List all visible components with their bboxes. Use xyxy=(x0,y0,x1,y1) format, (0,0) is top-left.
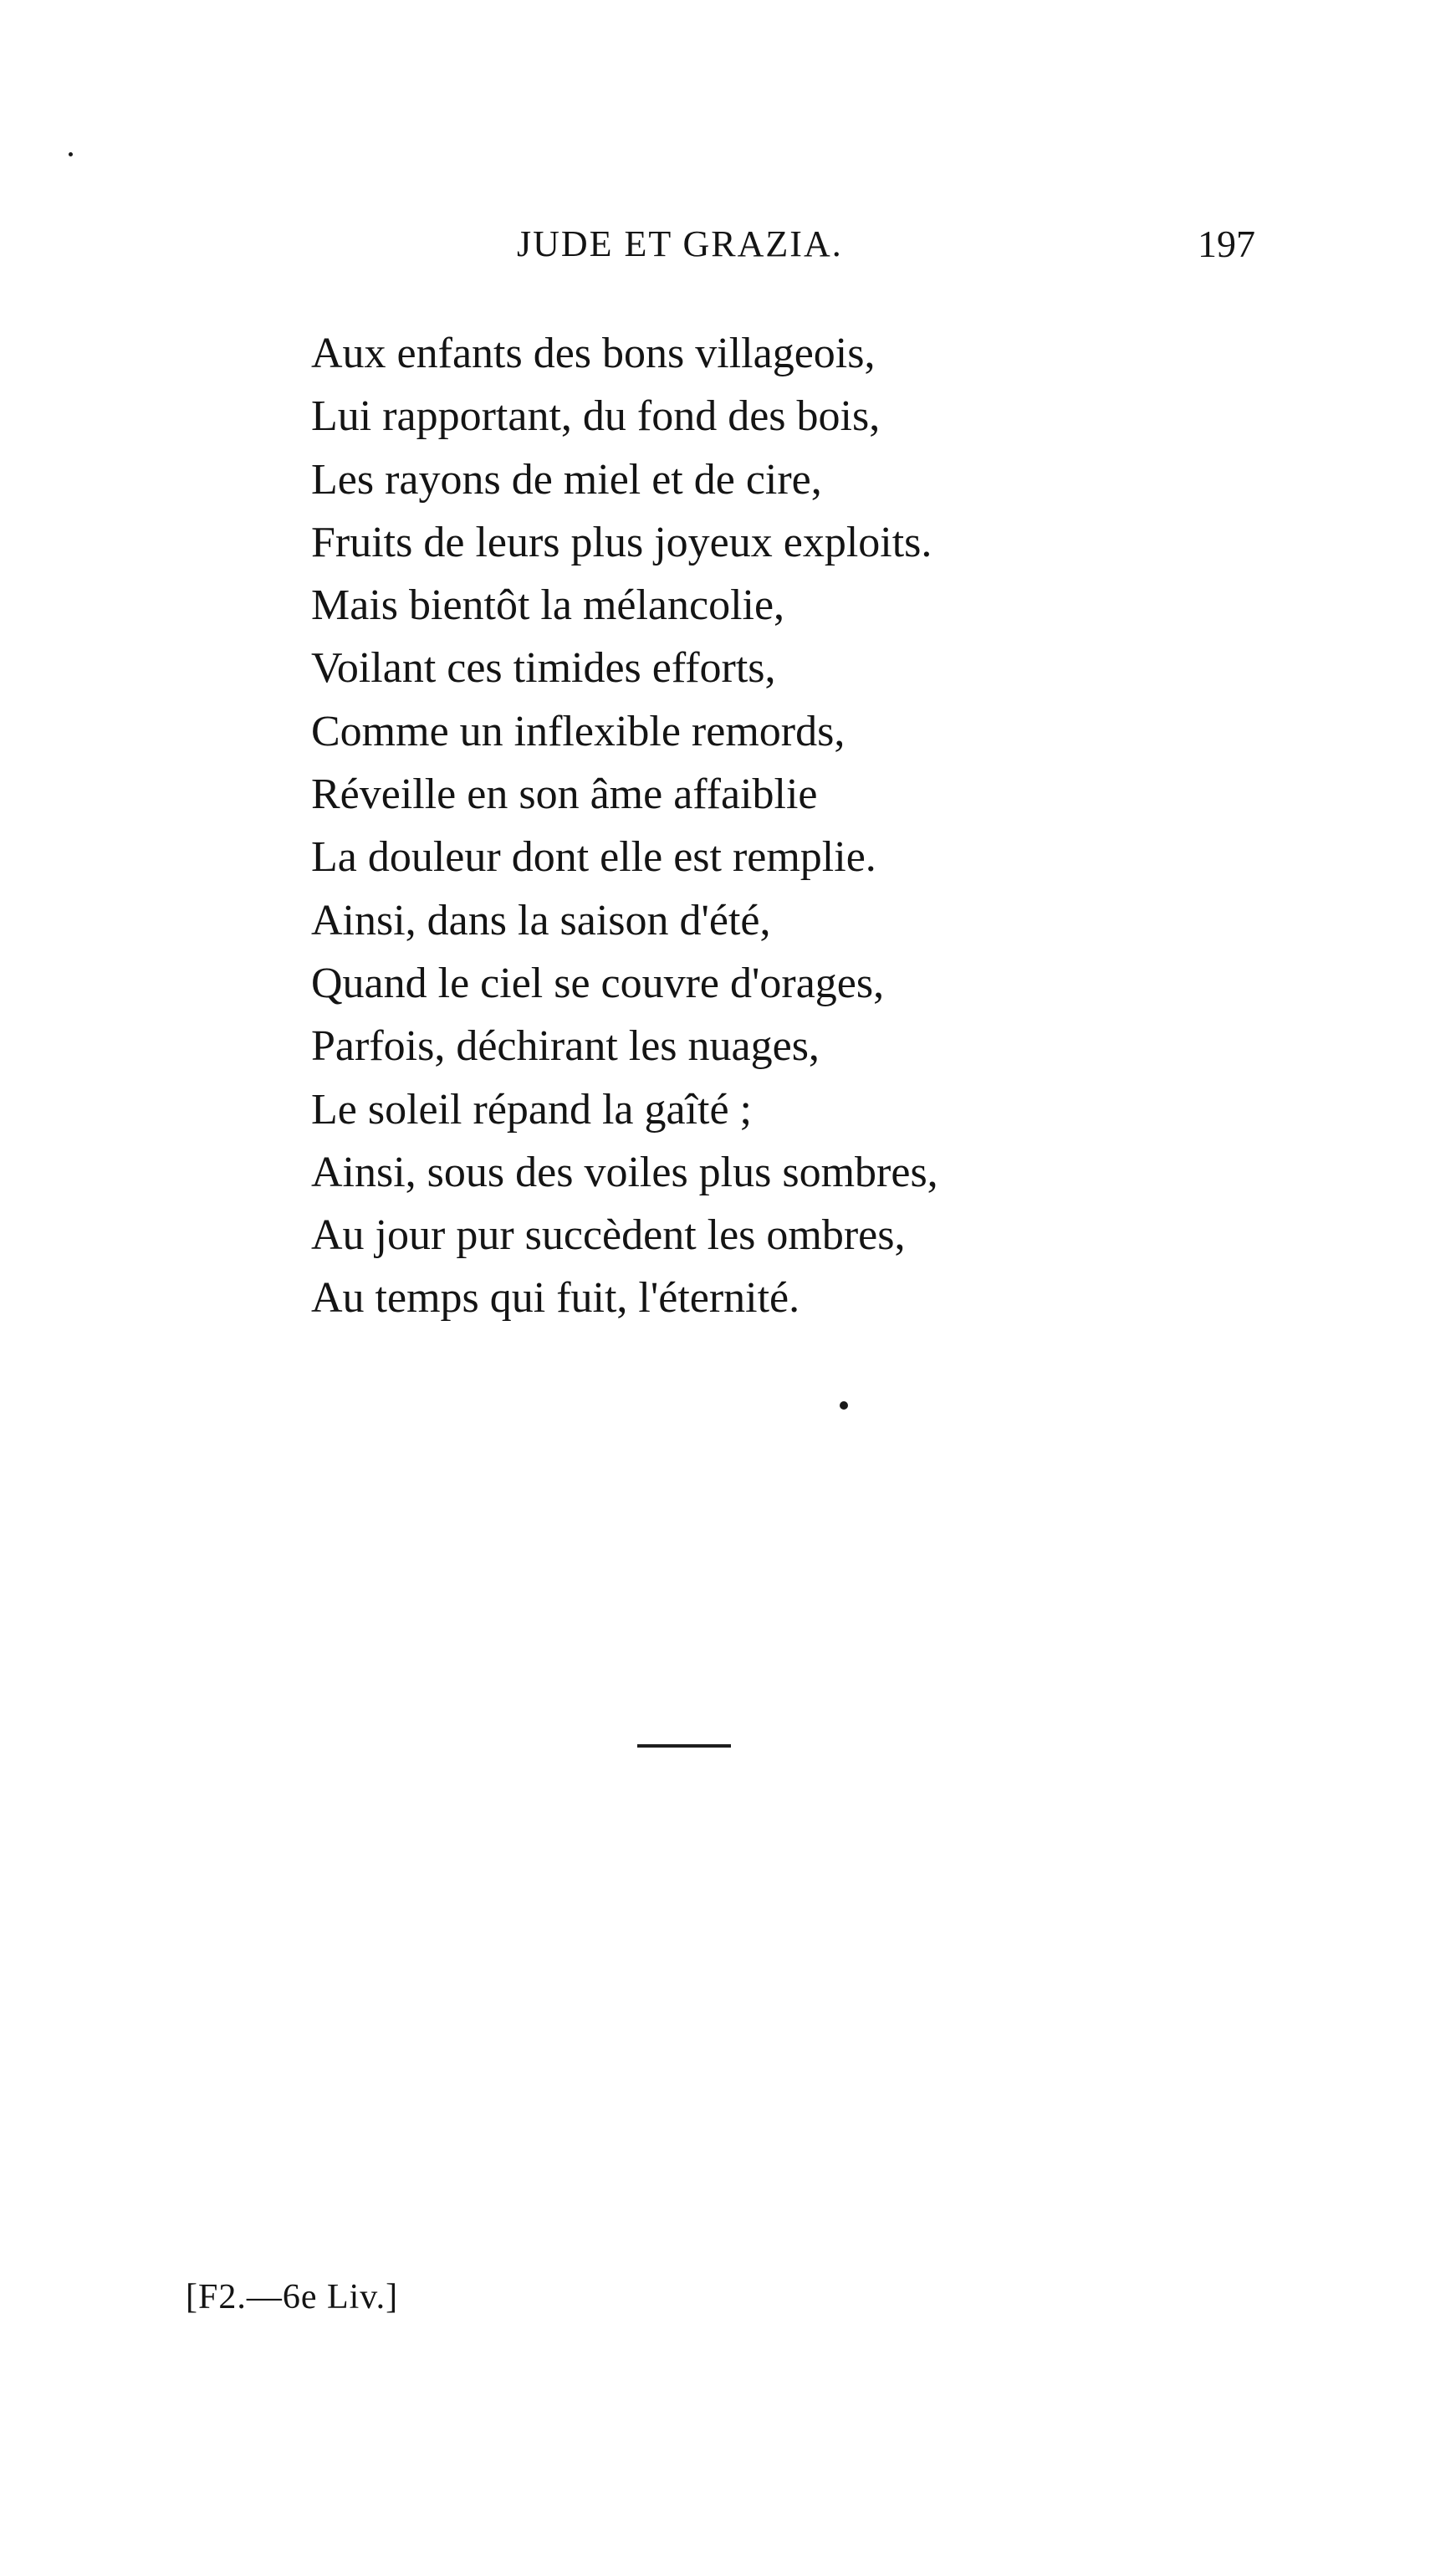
poem-text xyxy=(311,322,938,1330)
section-divider xyxy=(637,1744,731,1748)
running-title: JUDE ET GRAZIA. xyxy=(517,223,843,264)
verse-line: La douleur dont elle est remplie. xyxy=(311,833,876,882)
verse-line: Comme un inflexible remords, xyxy=(311,707,846,755)
verse-line: Le soleil répand la gaîté ; xyxy=(311,1085,753,1134)
verse-line: Mais bientôt la mélancolie, xyxy=(311,581,785,630)
verse-line: Voilant ces timides efforts, xyxy=(311,644,776,693)
verse-line: Fruits de leurs plus joyeux exploits. xyxy=(311,518,932,566)
verse-line: Lui rapportant, du fond des bois, xyxy=(311,392,881,441)
verse-line: Au jour pur succèdent les ombres, xyxy=(311,1211,906,1260)
verse-line: Ainsi, sous des voiles plus sombres, xyxy=(311,1148,938,1196)
verse-line: Ainsi, dans la saison d'été, xyxy=(311,896,771,944)
verse-line: Quand le ciel se couvre d'orages, xyxy=(311,959,885,1007)
verse-line: Au temps qui fuit, l'éternité. xyxy=(311,1274,800,1323)
page-number: 197 xyxy=(1198,223,1255,265)
running-head xyxy=(0,219,1456,269)
verse-line: Réveille en son âme affaiblie xyxy=(311,770,818,819)
verse-line: Parfois, déchirant les nuages, xyxy=(311,1022,820,1071)
ink-speck xyxy=(69,152,73,156)
verse-line: Les rayons de miel et de cire, xyxy=(311,455,822,504)
printer-signature: [F2.—6e Liv.] xyxy=(186,2278,399,2316)
ink-dot xyxy=(840,1401,848,1410)
verse-line: Aux enfants des bons villageois, xyxy=(311,330,876,377)
